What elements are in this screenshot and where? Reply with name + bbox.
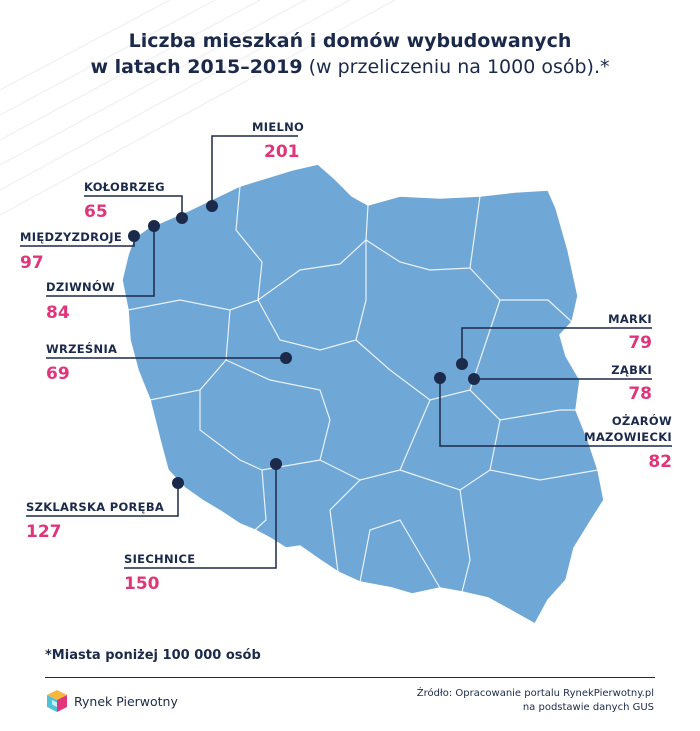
city-value-kolobrzeg: 65 [84,202,108,222]
marker-mielno [206,200,218,212]
city-value-siechnice: 150 [124,574,160,594]
city-value-miedzyzdroje: 97 [20,253,44,273]
footnote: *Miasta poniżej 100 000 osób [45,648,261,663]
city-value-dziwnow: 84 [46,303,70,323]
source-line2: na podstawie danych GUS [522,702,654,713]
city-label-ozarow-line1: OŻARÓW [611,414,672,428]
city-label-dziwnow: DZIWNÓW [46,280,116,294]
city-label-zabki: ZĄBKI [611,363,652,377]
title-line2-bold: w latach 2015–2019 [90,56,303,78]
marker-miedzyzdroje [128,230,140,242]
marker-zabki [468,373,480,385]
city-value-zabki: 78 [628,384,652,404]
city-value-szklarska-poreba: 127 [26,522,62,542]
city-label-szklarska-poreba: SZKLARSKA PORĘBA [26,500,165,514]
city-label-kolobrzeg: KOŁOBRZEG [84,180,165,194]
city-label-miedzyzdroje: MIĘDZYZDROJE [20,230,123,244]
source-note [417,687,654,715]
marker-marki [456,358,468,370]
brand-name: Rynek Pierwotny [74,694,178,709]
city-label-wrzesnia: WRZEŚNIA [46,342,118,356]
city-value-mielno: 201 [264,142,300,162]
marker-wrzesnia [280,352,292,364]
marker-siechnice [270,458,282,470]
city-label-marki: MARKI [608,312,652,326]
city-label-ozarow-line2: MAZOWIECKI [584,430,672,444]
marker-dziwnow [148,220,160,232]
title-line1: Liczba mieszkań i domów wybudowanych [128,30,572,52]
footer-divider [45,677,655,678]
marker-kolobrzeg [176,212,188,224]
marker-ozarow [434,372,446,384]
city-value-marki: 79 [628,333,652,353]
city-label-mielno: MIELNO [252,120,305,134]
city-value-wrzesnia: 69 [46,364,70,384]
city-value-ozarow: 82 [648,452,672,472]
source-line1: Źródło: Opracowanie portalu RynekPierwotny.pl [416,688,654,699]
marker-szklarska-poreba [172,477,184,489]
city-label-siechnice: SIECHNICE [124,552,196,566]
rynek-pierwotny-logo-icon [46,689,68,713]
title-line2-normal: (w przeliczeniu na 1000 osób).* [302,56,610,78]
